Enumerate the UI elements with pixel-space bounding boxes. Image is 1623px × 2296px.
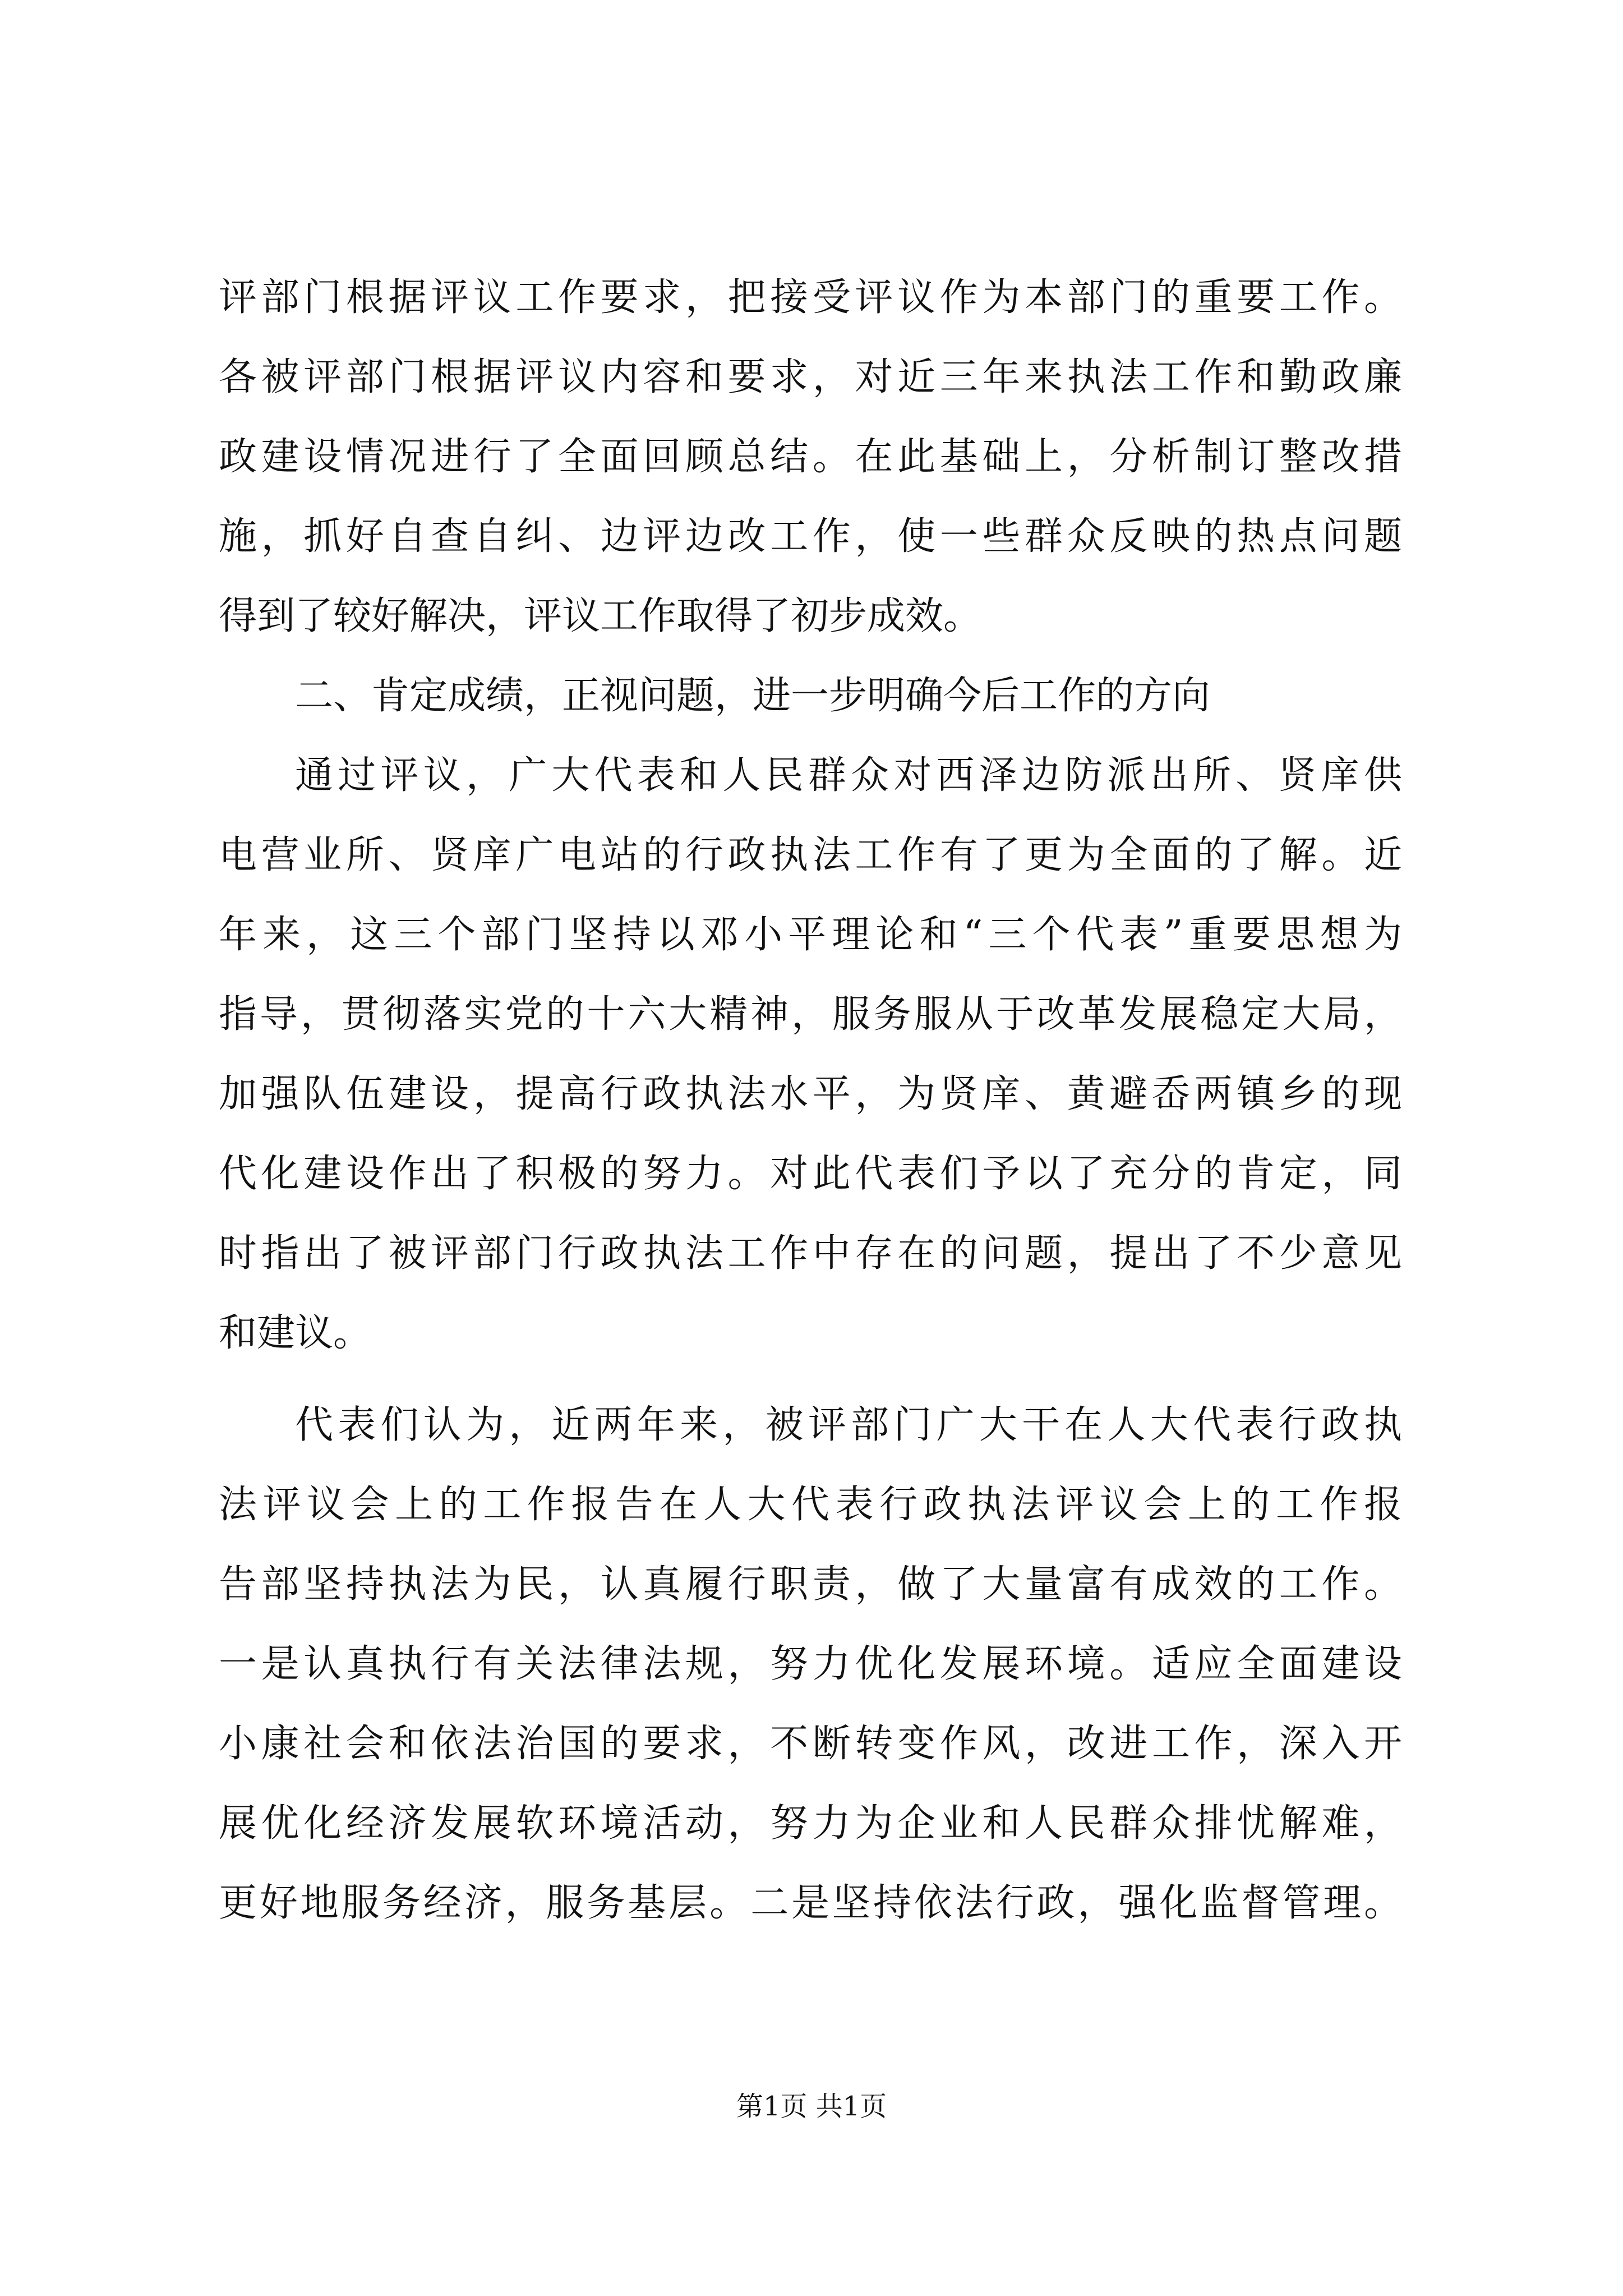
- section-heading: 二、肯定成绩，正视问题，进一步明确今后工作的方向: [295, 674, 1211, 718]
- text-line: 施，抓好自查自纠、边评边改工作，使一些群众反映的热点问题: [219, 514, 1402, 559]
- text-line: 告部坚持执法为民，认真履行职责，做了大量富有成效的工作。: [219, 1562, 1402, 1607]
- paragraph-gap: [219, 1373, 1402, 1386]
- text-line: 代化建设作出了积极的努力。对此代表们予以了充分的肯定，同: [219, 1152, 1402, 1196]
- page-footer: 第1页 共1页: [736, 2091, 887, 2122]
- text-line: 政建设情况进行了全面回顾总结。在此基础上，分析制订整改措: [219, 435, 1402, 479]
- text-line: 小康社会和依法治国的要求，不断转变作风，改进工作，深入开: [219, 1722, 1402, 1766]
- text-line: 时指出了被评部门行政执法工作中存在的问题，提出了不少意见: [219, 1231, 1402, 1276]
- text-line: 指导，贯彻落实党的十六大精神，服务服从于改革发展稳定大局，: [219, 992, 1402, 1037]
- text-line: 一是认真执行有关法律法规，努力优化发展环境。适应全面建设: [219, 1642, 1402, 1686]
- text-line: 得到了较好解决，评议工作取得了初步成效。: [219, 594, 982, 638]
- text-line: 更好地服务经济，服务基层。二是坚持依法行政，强化监督管理。: [219, 1881, 1402, 1925]
- text-line: 展优化经济发展软环境活动，努力为企业和人民群众排忧解难，: [219, 1801, 1402, 1846]
- text-line: 法评议会上的工作报告在人大代表行政执法评议会上的工作报: [219, 1483, 1402, 1527]
- document-body: [219, 258, 1402, 1943]
- text-line: 各被评部门根据评议内容和要求，对近三年来执法工作和勤政廉: [219, 355, 1402, 399]
- paragraph-first-line: 通过评议，广大代表和人民群众对西泽边防派出所、贤庠供: [295, 753, 1402, 798]
- text-line: 评部门根据评议工作要求，把接受评议作为本部门的重要工作。: [219, 275, 1402, 320]
- text-line: 和建议。: [219, 1311, 372, 1355]
- paragraph-first-line: 代表们认为，近两年来，被评部门广大干在人大代表行政执: [295, 1403, 1402, 1447]
- text-line: 加强队伍建设，提高行政执法水平，为贤庠、黄避岙两镇乡的现: [219, 1072, 1402, 1116]
- text-line: 电营业所、贤庠广电站的行政执法工作有了更为全面的了解。近: [219, 833, 1402, 877]
- text-line: 年来，这三个部门坚持以邓小平理论和“三个代表”重要思想为: [219, 913, 1402, 957]
